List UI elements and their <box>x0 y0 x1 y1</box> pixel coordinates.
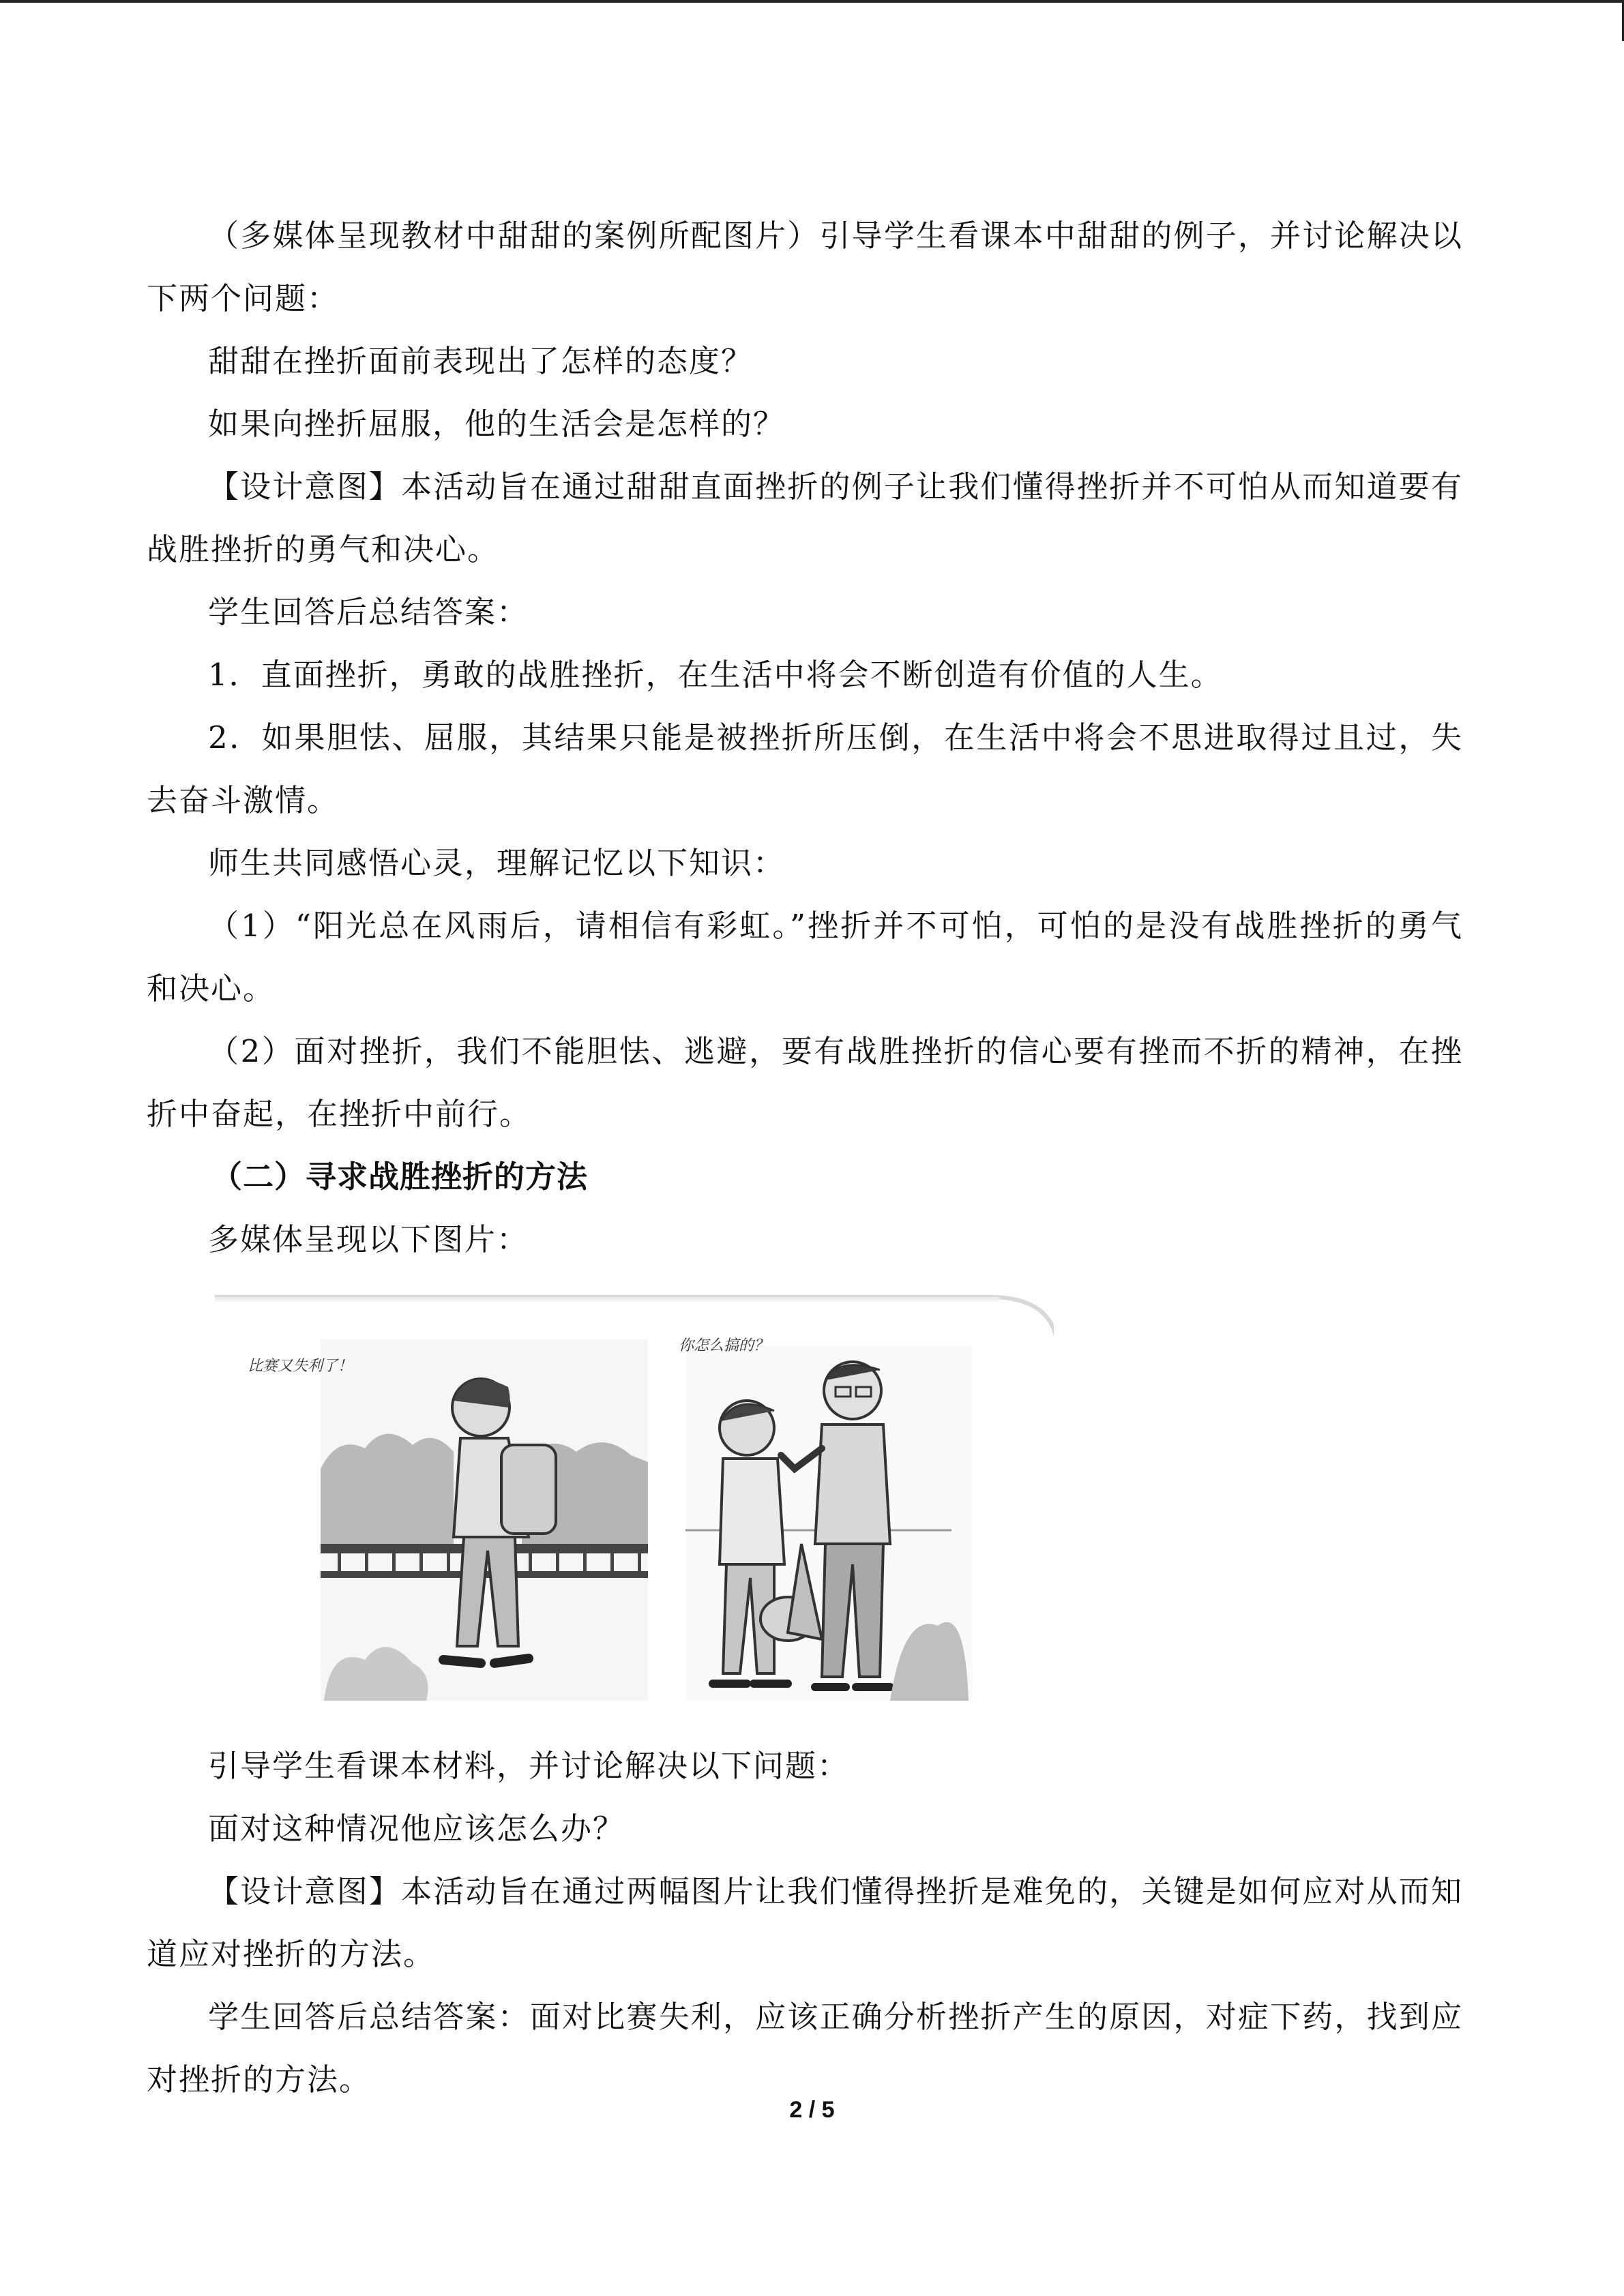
top-border <box>0 0 1624 3</box>
document-page <box>147 205 1463 2111</box>
answer-item-1: 1．直面挫折，勇敢的战胜挫折，在生活中将会不断创造有价值的人生。 <box>208 657 1223 693</box>
paragraph: 如果向挫折屈服，他的生活会是怎样的？ <box>208 406 786 442</box>
right-panel <box>685 1346 972 1701</box>
right-caption: 你怎么搞的？ <box>679 1337 769 1354</box>
paragraph: 甜甜在挫折面前表现出了怎样的态度？ <box>208 343 754 379</box>
design-intent-paragraph: 【设计意图】本活动旨在通过两幅图片让我们懂得挫折是难免的，关键是如何应对从而知道应对挫折的方法。 <box>147 1873 1463 1972</box>
answer-paragraph: 学生回答后总结答案：面对比赛失利，应该正确分析挫折产生的原因，对症下药，找到应对挫折的方法。 <box>147 1999 1463 2098</box>
figure-intro: 多媒体呈现以下图片： <box>208 1221 529 1257</box>
knowledge-item-2: （2）面对挫折，我们不能胆怯、逃避，要有战胜挫折的信心要有挫而不折的精神，在挫折中奋起，在挫折中前行。 <box>147 1033 1463 1132</box>
design-intent-paragraph: 【设计意图】本活动旨在通过甜甜直面挫折的例子让我们懂得挫折并不可怕从而知道要有战胜挫折的勇气和决心。 <box>147 468 1463 567</box>
paragraph: （多媒体呈现教材中甜甜的案例所配图片）引导学生看课本中甜甜的例子，并讨论解决以下两个问题： <box>147 218 1463 316</box>
paragraph: 面对这种情况他应该怎么办？ <box>208 1810 625 1847</box>
left-panel <box>321 1339 648 1701</box>
textbook-illustration <box>208 1292 1054 1714</box>
paragraph: 师生共同感悟心灵，理解记忆以下知识： <box>208 845 786 881</box>
answer-item-2: 2．如果胆怯、屈服，其结果只能是被挫折所压倒，在生活中将会不思进取得过且过，失去奋斗激情。 <box>147 719 1463 818</box>
paragraph: 引导学生看课本材料，并讨论解决以下问题： <box>208 1748 850 1784</box>
section-heading: （二）寻求战胜挫折的方法 <box>211 1159 589 1195</box>
knowledge-item-1: （1）“阳光总在风雨后，请相信有彩虹。”挫折并不可怕，可怕的是没有战胜挫折的勇气和决心。 <box>147 908 1463 1007</box>
page-number: 2 / 5 <box>789 2097 835 2123</box>
paragraph: 学生回答后总结答案： <box>208 594 529 630</box>
left-caption: 比赛又失利了！ <box>248 1358 353 1375</box>
